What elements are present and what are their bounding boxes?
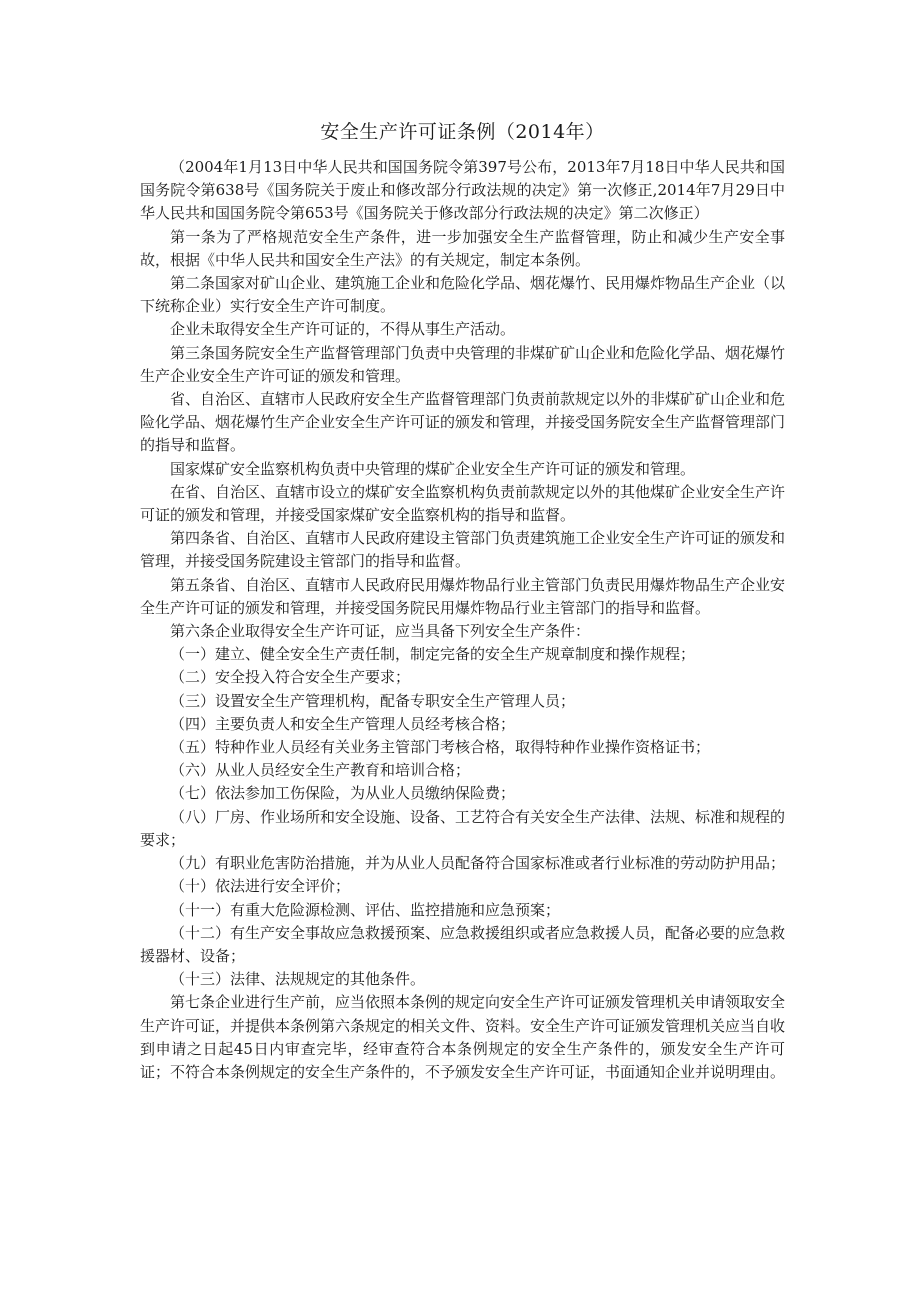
- article-4: 第四条省、自治区、直辖市人民政府建设主管部门负责建筑施工企业安全生产许可证的颁发和管理，并接受国务院建设主管部门的指导和监督。: [140, 529, 786, 571]
- document-title: 安全生产许可证条例（2014年）: [320, 121, 605, 143]
- article-7: 第七条企业进行生产前，应当依照本条例的规定向安全生产许可证颁发管理机关申请领取安全生产许可证，并提供本条例第六条规定的相关文件、资料。安全生产许可证颁发管理机关应当自收到申请之日起45日内审查完毕，经审查符合本条例规定的安全生产条件的，颁发安全生产许可证；不符合本条例规定的安全生产条件的，不予颁发安全生产许可证，书面通知企业并说明理由。: [140, 993, 786, 1081]
- article-1: 第一条为了严格规范安全生产条件，进一步加强安全生产监督管理，防止和减少生产安全事故，根据《中华人民共和国安全生产法》的有关规定，制定本条例。: [140, 227, 785, 269]
- document-page: [140, 118, 785, 1084]
- condition-item: （七）依法参加工伤保险，为从业人员缴纳保险费；: [170, 784, 516, 803]
- condition-item: （八）厂房、作业场所和安全设施、设备、工艺符合有关安全生产法律、法规、标准和规程的要求；: [140, 807, 786, 849]
- article-5: 第五条省、自治区、直辖市人民政府民用爆炸物品行业主管部门负责民用爆炸物品生产企业安全生产许可证的颁发和管理，并接受国务院民用爆炸物品行业主管部门的指导和监督。: [140, 575, 786, 617]
- article-3-clause-4: 在省、自治区、直辖市设立的煤矿安全监察机构负责前款规定以外的其他煤矿企业安全生产许可证的颁发和管理，并接受国家煤矿安全监察机构的指导和监督。: [140, 482, 786, 525]
- condition-item: （十）依法进行安全评价；: [170, 877, 351, 896]
- condition-item: （一）建立、健全安全生产责任制，制定完备的安全生产规章制度和操作规程；: [170, 645, 696, 664]
- condition-item: （十一）有重大危险源检测、评估、监控措施和应急预案；: [170, 900, 561, 919]
- condition-item: （五）特种作业人员经有关业务主管部门考核合格，取得特种作业操作资格证书；: [170, 738, 711, 757]
- article-3-clause-2: 省、自治区、直辖市人民政府安全生产监督管理部门负责前款规定以外的非煤矿矿山企业和危险化学品、烟花爆竹生产企业安全生产许可证的颁发和管理，并接受国务院安全生产监督管理部门的指导和监督。: [140, 390, 786, 455]
- article-3-clause-3: 国家煤矿安全监察机构负责中央管理的煤矿企业安全生产许可证的颁发和管理。: [170, 459, 696, 478]
- condition-item: （十二）有生产安全事故应急救援预案、应急救援组织或者应急救援人员，配备必要的应急救援器材、设备；: [140, 923, 786, 965]
- article-6: 第六条企业取得安全生产许可证，应当具备下列安全生产条件：: [170, 622, 591, 641]
- condition-item: （九）有职业危害防治措施，并为从业人员配备符合国家标准或者行业标准的劳动防护用品；: [170, 854, 786, 873]
- condition-item: （四）主要负责人和安全生产管理人员经考核合格；: [170, 714, 516, 733]
- condition-item: （六）从业人员经安全生产教育和培训合格；: [170, 761, 471, 780]
- article-3: 第三条国务院安全生产监督管理部门负责中央管理的非煤矿矿山企业和危险化学品、烟花爆竹生产企业安全生产许可证的颁发和管理。: [140, 343, 786, 385]
- article-2-clause: 企业未取得安全生产许可证的，不得从事生产活动。: [170, 320, 516, 339]
- condition-item: （十三）法律、法规规定的其他条件。: [170, 970, 426, 989]
- condition-item: （三）设置安全生产管理机构，配备专职安全生产管理人员；: [170, 691, 576, 710]
- promulgation-note: （2004年1月13日中华人民共和国国务院令第397号公布，2013年7月18日中华人民共和国国务院令第638号《国务院关于废止和修改部分行政法规的决定》第一次修正,2014年7月29日中华人民共和国国务院令第653号《国务院关于修改部分行政法规的决定》第二次修正）: [140, 158, 785, 223]
- condition-item: （二）安全投入符合安全生产要求；: [170, 668, 411, 687]
- article-2: 第二条国家对矿山企业、建筑施工企业和危险化学品、烟花爆竹、民用爆炸物品生产企业（以下统称企业）实行安全生产许可制度。: [140, 274, 786, 316]
